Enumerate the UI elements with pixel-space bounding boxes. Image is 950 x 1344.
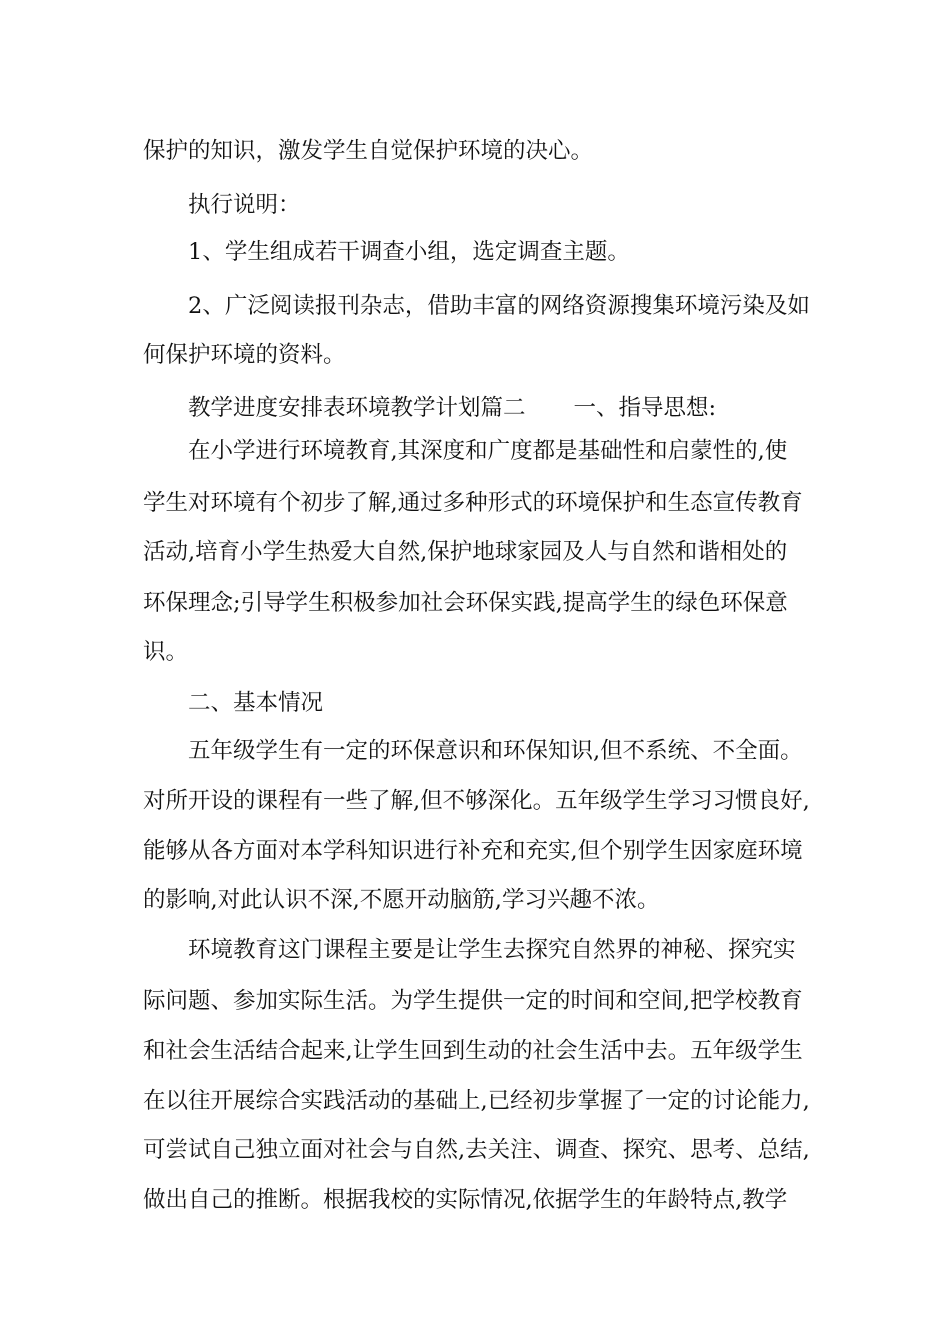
text-line: 1、学生组成若干调查小组，选定调查主题。 <box>188 239 630 265</box>
text-line: 的影响,对此认识不深,不愿开动脑筋,学习兴趣不浓。 <box>143 887 660 913</box>
text-line: 2、广泛阅读报刊杂志，借助丰富的网络资源搜集环境污染及如 <box>188 293 810 319</box>
text-line: 执行说明： <box>188 192 301 218</box>
text-line: 做出自己的推断。根据我校的实际情况,依据学生的年龄特点,教学 <box>143 1187 788 1213</box>
text-line: 活动,培育小学生热爱大自然,保护地球家园及人与自然和谐相处的 <box>143 539 788 565</box>
section-heading: 一、指导思想: <box>573 395 717 421</box>
text-line: 在以往开展综合实践活动的基础上,已经初步掌握了一定的讨论能力, <box>143 1088 810 1114</box>
text-line: 环保理念;引导学生积极参加社会环保实践,提高学生的绿色环保意 <box>143 590 788 616</box>
text-line: 学生对环境有个初步了解,通过多种形式的环境保护和生态宣传教育 <box>143 490 803 516</box>
heading-line <box>188 393 868 423</box>
section-title: 教学进度安排表环境教学计划篇二 <box>188 395 526 421</box>
text-line: 五年级学生有一定的环保意识和环保知识,但不系统、不全面。 <box>188 738 803 764</box>
text-line: 环境教育这门课程主要是让学生去探究自然界的神秘、探究实 <box>188 937 796 963</box>
text-line: 和社会生活结合起来,让学生回到生动的社会生活中去。五年级学生 <box>143 1038 803 1064</box>
text-line: 对所开设的课程有一些了解,但不够深化。五年级学生学习习惯良好, <box>143 788 810 814</box>
text-line: 识。 <box>143 639 189 665</box>
text-line: 在小学进行环境教育,其深度和广度都是基础性和启蒙性的,使 <box>188 438 788 464</box>
text-line: 际问题、参加实际生活。为学生提供一定的时间和空间,把学校教育 <box>143 988 803 1014</box>
text-line: 何保护环境的资料。 <box>143 342 346 368</box>
text-line: 可尝试自己独立面对社会与自然,去关注、调查、探究、思考、总结, <box>143 1137 810 1163</box>
text-line: 能够从各方面对本学科知识进行补充和充实,但个别学生因家庭环境 <box>143 838 803 864</box>
section-heading: 二、基本情况 <box>188 690 324 716</box>
text-line: 保护的知识，激发学生自觉保护环境的决心。 <box>143 138 594 164</box>
